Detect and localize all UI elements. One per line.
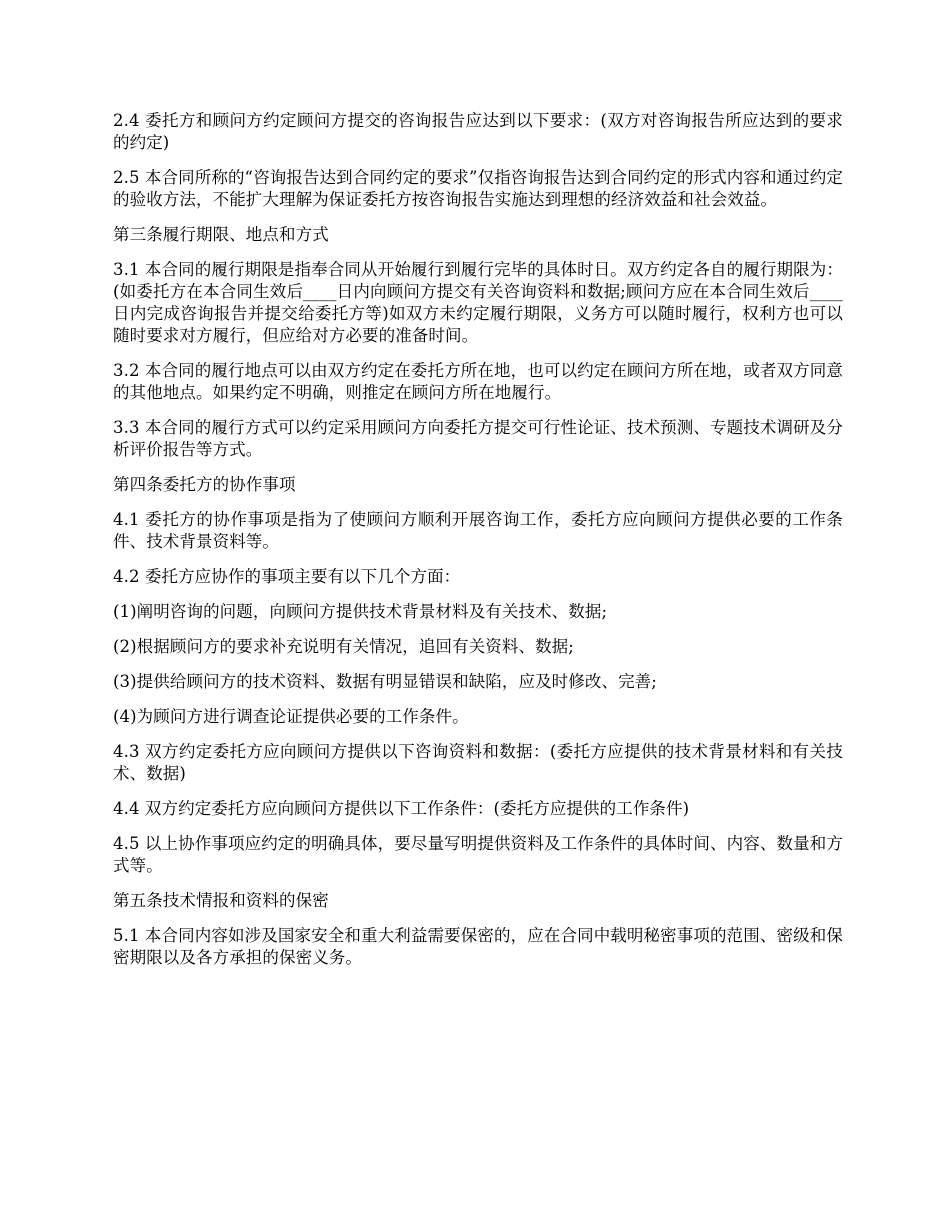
list-item-2: (2)根据顾问方的要求补充说明有关情况，追回有关资料、数据;: [113, 637, 574, 656]
article-5-heading: 第五条技术情报和资料的保密: [113, 891, 329, 910]
clause-4-2: 4.2 委托方应协作的事项主要有以下几个方面：: [113, 567, 461, 586]
clause-2-5: 2.5 本合同所称的“咨询报告达到合同约定的要求”仅指咨询报告达到合同约定的形式内容和通过约定的验收方法，不能扩大理解为保证委托方按咨询报告实施达到理想的经济效益和社会效益。: [113, 168, 843, 209]
clause-4-5: 4.5 以上协作事项应约定的明确具体，要尽量写明提供资料及工作条件的具体时间、内容、数量和方式等。: [113, 834, 843, 875]
clause-3-2: 3.2 本合同的履行地点可以由双方约定在委托方所在地，也可以约定在顾问方所在地，或者双方同意的其他地点。如果约定不明确，则推定在顾问方所在地履行。: [113, 361, 843, 402]
article-3-heading: 第三条履行期限、地点和方式: [113, 225, 329, 244]
clause-2-4: 2.4 委托方和顾问方约定顾问方提交的咨询报告应达到以下要求：(双方对咨询报告所应达到的要求的约定): [113, 111, 843, 152]
clause-5-1: 5.1 本合同内容如涉及国家安全和重大利益需要保密的，应在合同中载明秘密事项的范围、密级和保密期限以及各方承担的保密义务。: [113, 926, 843, 967]
article-4-heading: 第四条委托方的协作事项: [113, 475, 296, 494]
list-item-3: (3)提供给顾问方的技术资料、数据有明显错误和缺陷，应及时修改、完善;: [113, 672, 657, 691]
clause-4-3: 4.3 双方约定委托方应向顾问方提供以下咨询资料和数据：(委托方应提供的技术背景材料和有关技术、数据): [113, 742, 843, 783]
clause-4-1: 4.1 委托方的协作事项是指为了使顾问方顺利开展咨询工作，委托方应向顾问方提供必要的工作条件、技术背景资料等。: [113, 510, 843, 551]
document-body: [113, 110, 843, 982]
clause-4-4: 4.4 双方约定委托方应向顾问方提供以下工作条件：(委托方应提供的工作条件): [113, 799, 690, 818]
list-item-4: (4)为顾问方进行调查论证提供必要的工作条件。: [113, 707, 469, 726]
clause-3-3: 3.3 本合同的履行方式可以约定采用顾问方向委托方提交可行性论证、技术预测、专题技术调研及分析评价报告等方式。: [113, 418, 843, 459]
clause-3-1: 3.1 本合同的履行期限是指奉合同从开始履行到履行完毕的具体时日。双方约定各自的履行期限为：(如委托方在本合同生效后____日内向顾问方提交有关咨询资料和数据;顾问方应在本合同生效后____日内完成咨询报告并提交给委托方等)如双方未约定履行期限，义务方可以随时履行，权利方也可以随时要求对方履行，但应给对方必要的准备时间。: [113, 260, 843, 345]
list-item-1: (1)阐明咨询的问题，向顾问方提供技术背景材料及有关技术、数据;: [113, 602, 608, 621]
